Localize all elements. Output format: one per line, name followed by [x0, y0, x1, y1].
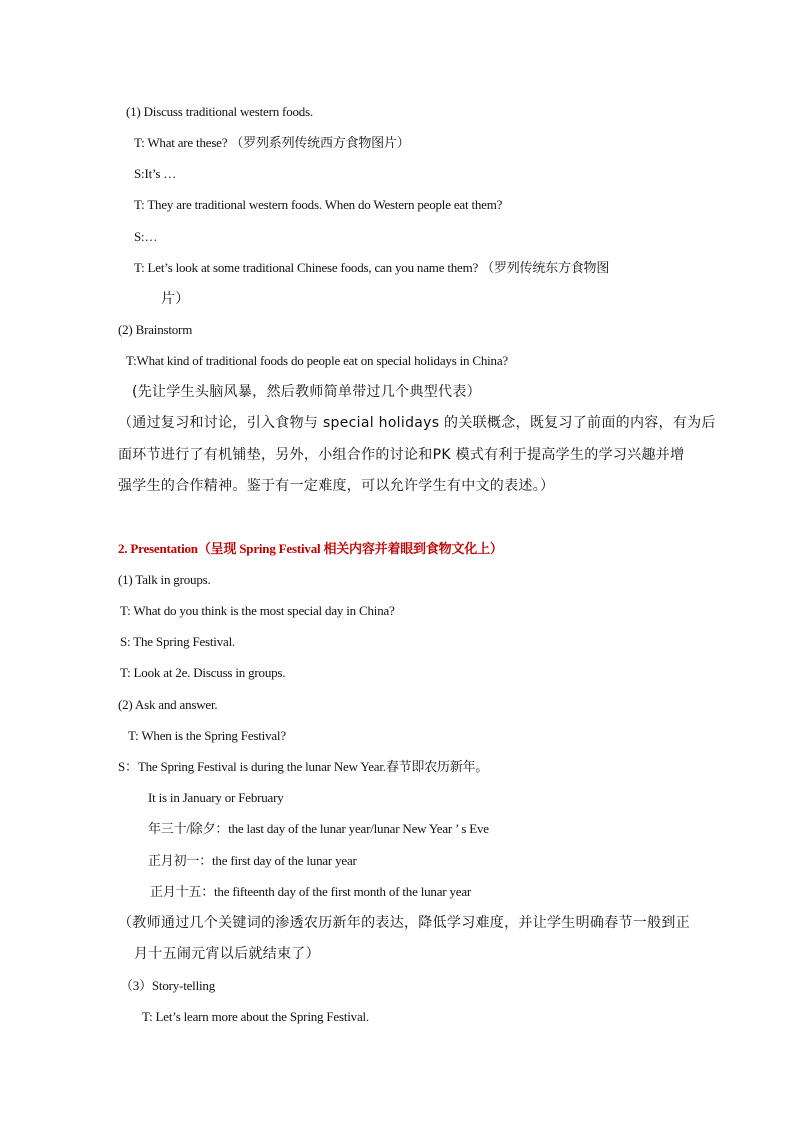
step-3-heading: （3）Story-telling: [120, 978, 216, 993]
teacher-line: T:What kind of traditional foods do people eat on special holidays in China?: [126, 353, 508, 368]
teacher-line: T: Let’s learn more about the Spring Festival.: [142, 1009, 369, 1024]
step-2-heading: (2) Brainstorm: [118, 322, 193, 337]
teacher-line: T: Let’s look at some traditional Chinese foods, can you name them? （罗列传统东方食物图: [134, 260, 610, 275]
note-line: (先让学生头脑风暴，然后教师简单带过几个典型代表）: [132, 384, 481, 400]
student-line: S：The Spring Festival is during the lunar New Year.春节即农历新年。: [118, 759, 489, 774]
teacher-line: T: What are these? （罗列系列传统西方食物图片）: [134, 135, 410, 150]
answer-line: It is in January or February: [148, 790, 284, 805]
student-line: S:It’s …: [134, 166, 177, 181]
note-paragraph-line: 强学生的合作精神。鉴于有一定难度，可以允许学生有中文的表述。）: [118, 478, 555, 494]
vocabulary-line: 正月十五：the fifteenth day of the first month of the lunar year: [150, 884, 472, 899]
vocabulary-line: 年三十/除夕：the last day of the lunar year/lunar New Year ’ s Eve: [148, 821, 489, 836]
note-paragraph-line: 面环节进行了有机铺垫，另外，小组合作的讨论和PK 模式有利于提高学生的学习兴趣并增: [118, 447, 685, 463]
student-line: S: The Spring Festival.: [120, 634, 236, 649]
teacher-line: T: Look at 2e. Discuss in groups.: [120, 665, 286, 680]
step-1-heading: (1) Discuss traditional western foods.: [126, 104, 314, 119]
student-line: S:…: [134, 229, 158, 244]
note-paragraph-line: 月十五闹元宵以后就结束了）: [134, 946, 320, 962]
teacher-line: T: They are traditional western foods. When do Western people eat them?: [134, 197, 503, 212]
vocabulary-line: 正月初一：the first day of the lunar year: [148, 853, 357, 868]
section-heading: 2. Presentation（呈现 Spring Festival 相关内容并着眼到食物文化上）: [118, 541, 503, 556]
teacher-line: T: What do you think is the most special day in China?: [120, 603, 395, 618]
teacher-line: T: When is the Spring Festival?: [128, 728, 286, 743]
step-1-heading: (1) Talk in groups.: [118, 572, 211, 587]
note-paragraph-line: （教师通过几个关键词的渗透农历新年的表达，降低学习难度，并让学生明确春节一般到正: [118, 915, 690, 931]
continuation-line: 片）: [161, 291, 190, 307]
step-2-heading: (2) Ask and answer.: [118, 697, 218, 712]
note-paragraph-line: （通过复习和讨论，引入食物与 special holidays 的关联概念，既复习了前面的内容，有为后: [118, 415, 716, 431]
